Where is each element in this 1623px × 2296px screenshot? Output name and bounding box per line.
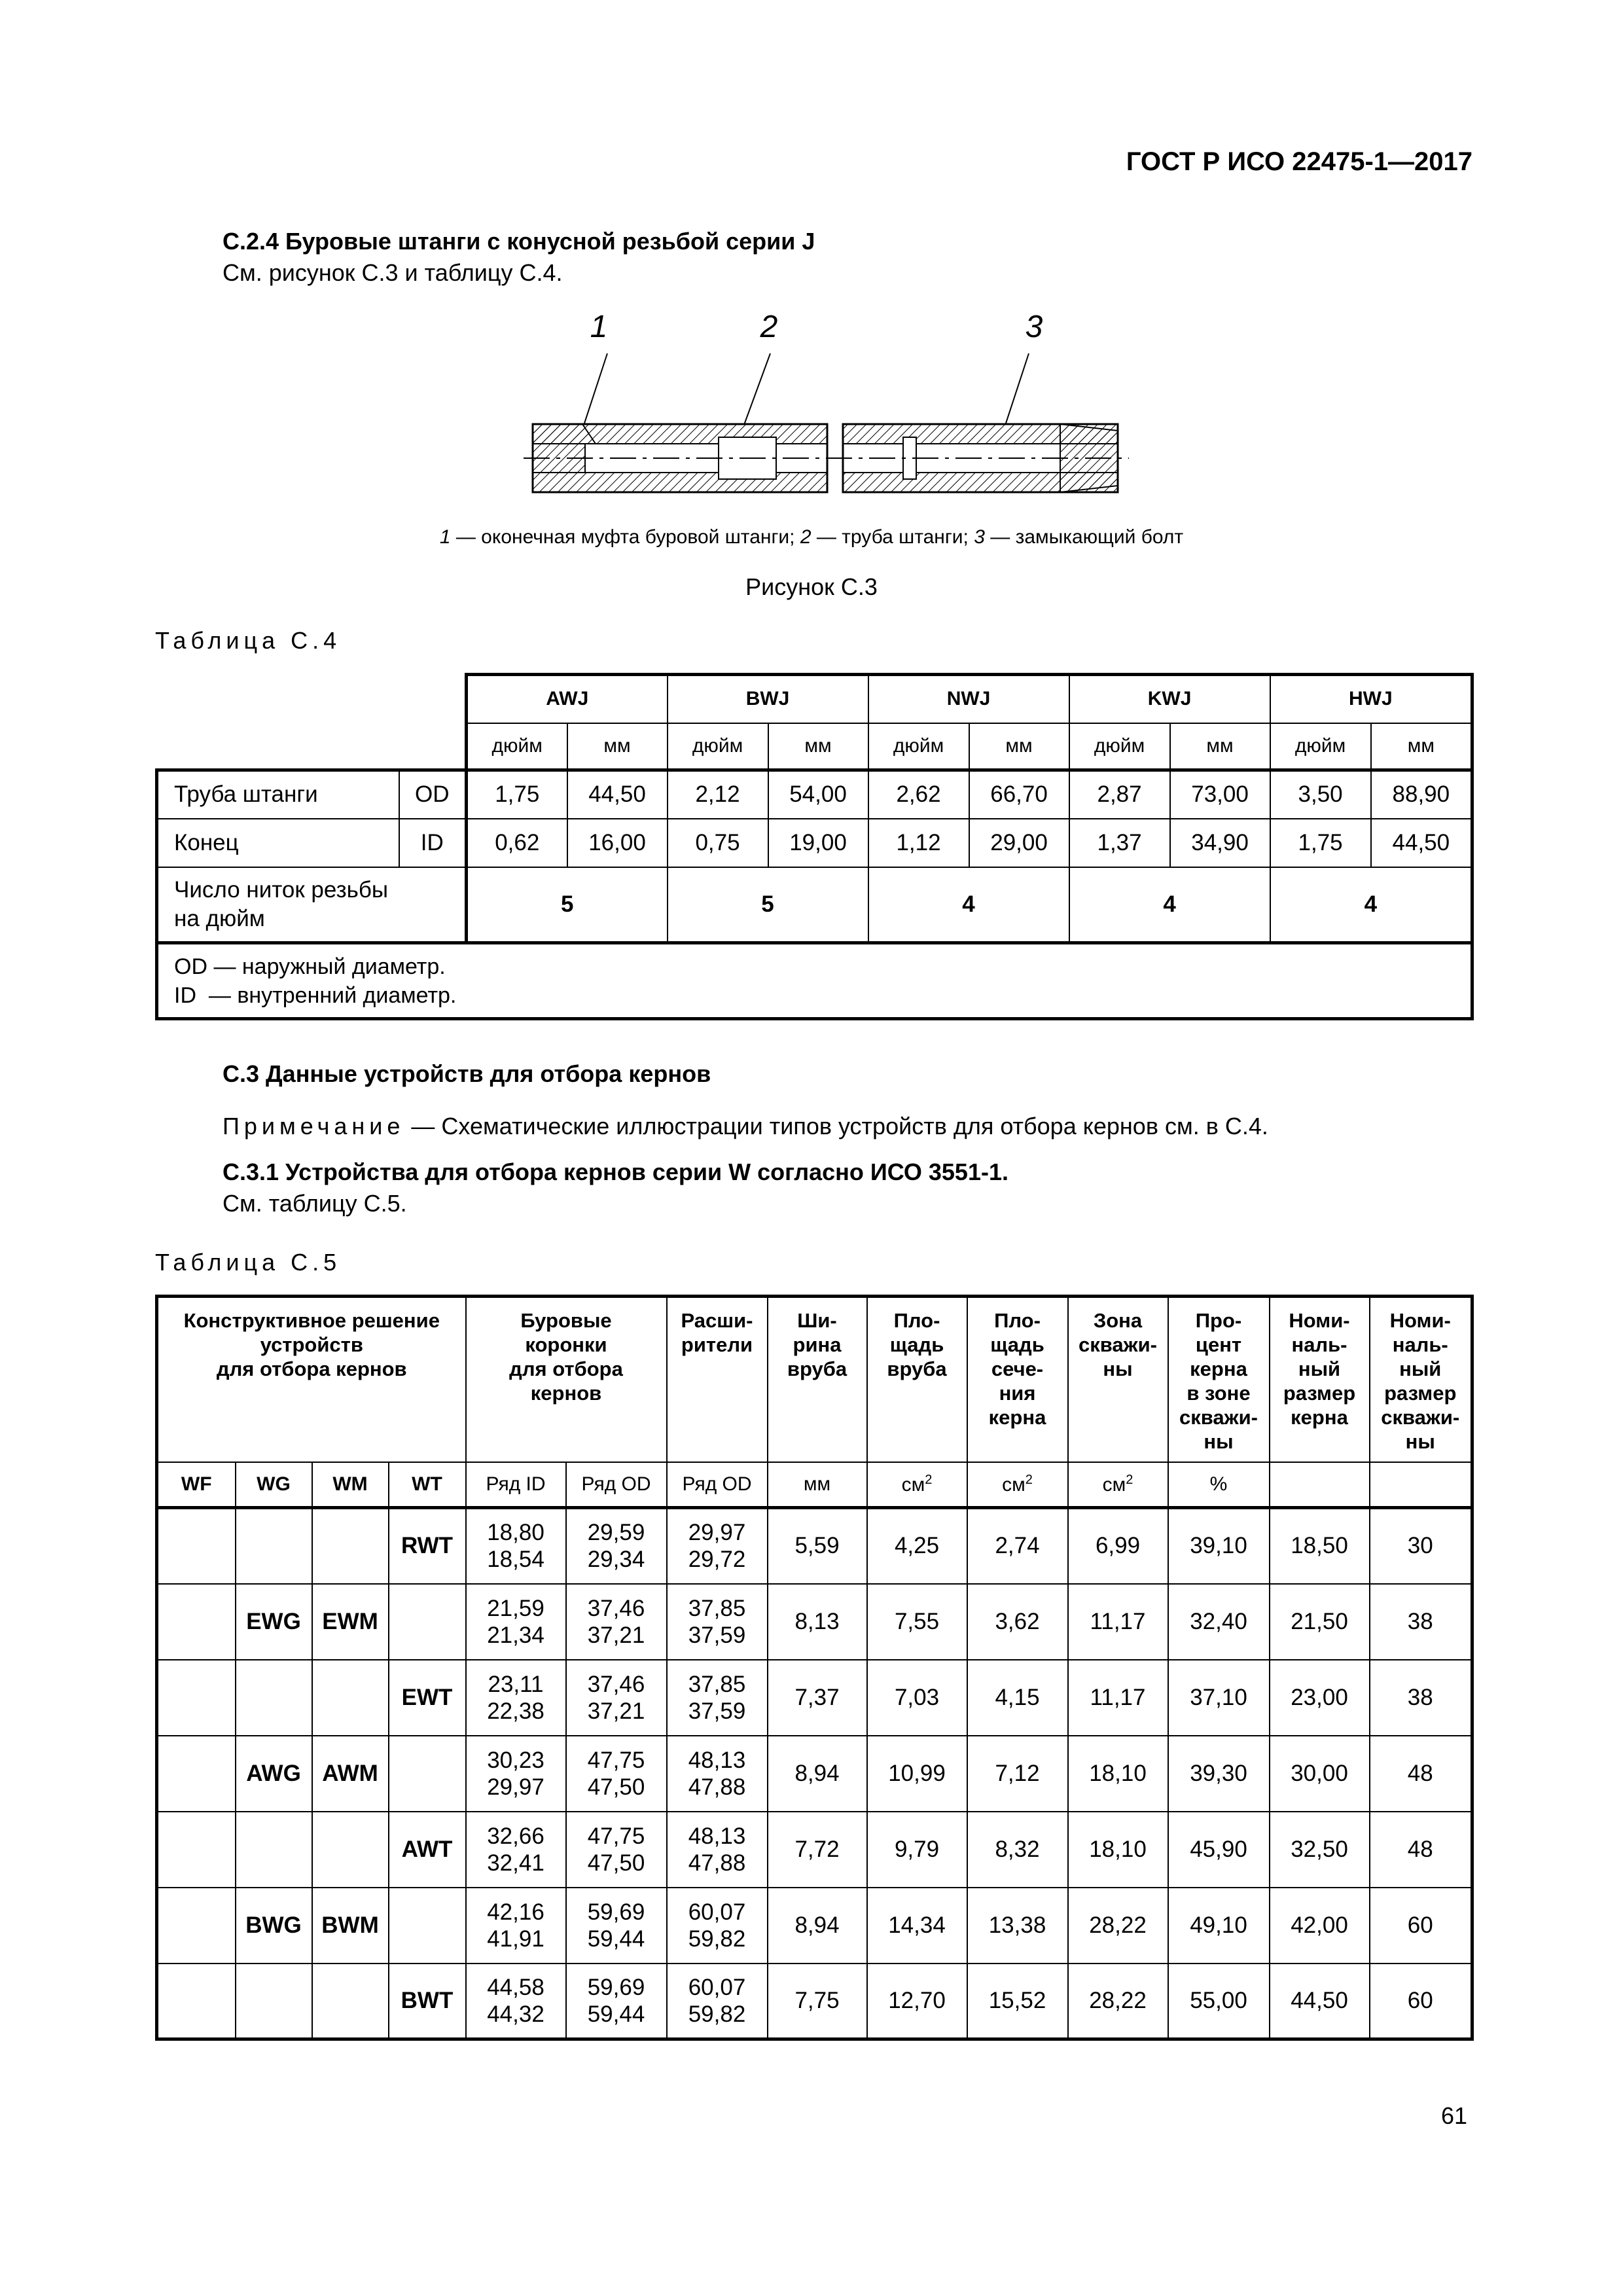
cell-wm: BWM bbox=[312, 1888, 389, 1964]
cell-wm bbox=[312, 1812, 389, 1888]
row-code: ID bbox=[399, 819, 467, 867]
cell-line: 37,21 bbox=[587, 1622, 645, 1648]
header-line: вруба bbox=[787, 1357, 847, 1380]
unit-mm: мм bbox=[567, 723, 668, 770]
cell-ka: 10,99 bbox=[867, 1736, 967, 1812]
figure-title: Рисунок С.3 bbox=[745, 573, 878, 600]
cell-pct: 39,10 bbox=[1168, 1508, 1270, 1584]
cell-wf bbox=[157, 1584, 236, 1660]
cell-ha: 18,10 bbox=[1068, 1812, 1168, 1888]
caption-num-2: 2 bbox=[800, 526, 812, 548]
cell: 5 bbox=[467, 867, 668, 943]
cell-od bbox=[566, 1660, 667, 1736]
header-hole-area bbox=[1068, 1297, 1168, 1462]
cell-hs: 38 bbox=[1370, 1584, 1472, 1660]
section-c3-note bbox=[223, 1113, 1268, 1140]
header-line: Зона bbox=[1093, 1309, 1143, 1332]
group-hwj: HWJ bbox=[1270, 675, 1472, 723]
unit-mm: мм bbox=[1371, 723, 1472, 770]
cell-ha: 28,22 bbox=[1068, 1964, 1168, 2039]
header-line: рители bbox=[681, 1333, 753, 1356]
cell-wf bbox=[157, 1888, 236, 1964]
cell-wg bbox=[236, 1812, 312, 1888]
header-core-area bbox=[967, 1297, 1068, 1462]
cell-line: 29,97 bbox=[487, 1774, 544, 1800]
header-line: ны bbox=[1204, 1430, 1234, 1453]
cell-pct: 49,10 bbox=[1168, 1888, 1270, 1964]
subheader: WG bbox=[236, 1462, 312, 1508]
cell-kw: 7,72 bbox=[768, 1812, 867, 1888]
row-name: Труба штанги bbox=[157, 770, 399, 819]
table-row bbox=[157, 1584, 1472, 1660]
cell-line: 48,13 bbox=[688, 1823, 746, 1849]
cell: 3,50 bbox=[1270, 770, 1371, 819]
cell: 54,00 bbox=[768, 770, 868, 819]
group-bwj: BWJ bbox=[668, 675, 868, 723]
subheader bbox=[1370, 1462, 1472, 1508]
header-line: Про- bbox=[1195, 1309, 1242, 1332]
header-line: ный bbox=[1399, 1357, 1442, 1380]
subheader: Ряд OD bbox=[667, 1462, 768, 1508]
group-awj: AWJ bbox=[467, 675, 668, 723]
cell-line: 37,85 bbox=[688, 1671, 746, 1697]
header-line: ный bbox=[1298, 1357, 1341, 1380]
table-c5-label: Таблица С.5 bbox=[155, 1249, 342, 1276]
subheader bbox=[967, 1462, 1068, 1508]
figure-label-1: 1 bbox=[590, 310, 608, 344]
cell: 88,90 bbox=[1371, 770, 1472, 819]
cell-id bbox=[466, 1584, 566, 1660]
cell-kw: 8,94 bbox=[768, 1888, 867, 1964]
cell-rod bbox=[667, 1736, 768, 1812]
cell-ca: 13,38 bbox=[967, 1888, 1068, 1964]
unit-sup: 2 bbox=[1126, 1472, 1133, 1487]
table-c5 bbox=[155, 1295, 1474, 2041]
header-line: в зоне bbox=[1186, 1382, 1251, 1405]
cell-wm bbox=[312, 1660, 389, 1736]
caption-text-3: — замыкающий болт bbox=[984, 526, 1184, 548]
cell-line: 41,91 bbox=[487, 1926, 544, 1952]
note-od: OD — наружный диаметр. bbox=[174, 954, 446, 979]
table-row bbox=[157, 770, 1472, 819]
cell-wt: RWT bbox=[389, 1508, 466, 1584]
cell: 44,50 bbox=[1371, 819, 1472, 867]
cell-line: 18,80 bbox=[487, 1520, 544, 1546]
cell-line: 32,41 bbox=[487, 1850, 544, 1876]
cell-ca: 3,62 bbox=[967, 1584, 1068, 1660]
cell-kw: 7,75 bbox=[768, 1964, 867, 2039]
cell-wf bbox=[157, 1964, 236, 2039]
cell-hs: 48 bbox=[1370, 1812, 1472, 1888]
subheader: % bbox=[1168, 1462, 1270, 1508]
cell-line: 60,07 bbox=[688, 1974, 746, 2000]
header-line: коронки bbox=[525, 1333, 607, 1356]
cell-cs: 18,50 bbox=[1270, 1508, 1370, 1584]
cell-line: 22,38 bbox=[487, 1698, 544, 1724]
row-code: OD bbox=[399, 770, 467, 819]
cell-wf bbox=[157, 1508, 236, 1584]
cell-rod bbox=[667, 1812, 768, 1888]
table-row bbox=[157, 819, 1472, 867]
cell-wg: BWG bbox=[236, 1888, 312, 1964]
header-line: цент bbox=[1195, 1333, 1242, 1356]
cell-line: 47,50 bbox=[587, 1774, 645, 1800]
subheader: Ряд ID bbox=[466, 1462, 566, 1508]
section-c24-title: С.2.4 Буровые штанги с конусной резьбой серии J bbox=[223, 228, 815, 255]
table-row bbox=[157, 1888, 1472, 1964]
cell-ka: 7,03 bbox=[867, 1660, 967, 1736]
cell-pct: 55,00 bbox=[1168, 1964, 1270, 2039]
header-line: ны bbox=[1103, 1357, 1133, 1380]
header-line: вруба bbox=[887, 1357, 947, 1380]
note-text: — Схематические иллюстрации типов устройств для отбора кернов см. в С.4. bbox=[404, 1113, 1268, 1139]
cell-wt bbox=[389, 1584, 466, 1660]
header-line: Конструктивное решение bbox=[183, 1309, 440, 1332]
cell-line: 37,85 bbox=[688, 1595, 746, 1621]
cell-hs: 60 bbox=[1370, 1888, 1472, 1964]
table-row bbox=[157, 1660, 1472, 1736]
unit-text: см bbox=[1002, 1473, 1026, 1496]
header-line: размер bbox=[1283, 1382, 1356, 1405]
cell-line: 59,44 bbox=[587, 2001, 645, 2027]
cell-ha: 6,99 bbox=[1068, 1508, 1168, 1584]
cell-line: 29,97 bbox=[688, 1520, 746, 1546]
header-core-size bbox=[1270, 1297, 1370, 1462]
cell-line: 59,44 bbox=[587, 1926, 645, 1952]
cell-od bbox=[566, 1584, 667, 1660]
cell-line: 29,59 bbox=[587, 1520, 645, 1546]
unit-inch: дюйм bbox=[467, 723, 567, 770]
header-line: Расши- bbox=[681, 1309, 753, 1332]
cell-rod bbox=[667, 1508, 768, 1584]
cell-ca: 2,74 bbox=[967, 1508, 1068, 1584]
row-name: Конец bbox=[157, 819, 399, 867]
cell: 2,62 bbox=[868, 770, 969, 819]
cell: 34,90 bbox=[1170, 819, 1270, 867]
cell-wg: EWG bbox=[236, 1584, 312, 1660]
subheader: WF bbox=[157, 1462, 236, 1508]
cell-line: 59,82 bbox=[688, 2001, 746, 2027]
cell-line: 30,23 bbox=[487, 1747, 544, 1773]
cell-wg: AWG bbox=[236, 1736, 312, 1812]
table-c4-label: Таблица С.4 bbox=[155, 627, 342, 654]
cell: 19,00 bbox=[768, 819, 868, 867]
group-kwj: KWJ bbox=[1069, 675, 1270, 723]
table-row bbox=[157, 867, 1472, 943]
cell-id bbox=[466, 1964, 566, 2039]
unit-mm: мм bbox=[768, 723, 868, 770]
cell: 1,12 bbox=[868, 819, 969, 867]
cell-wt: AWT bbox=[389, 1812, 466, 1888]
cell-rod bbox=[667, 1584, 768, 1660]
cell-line: 47,50 bbox=[587, 1850, 645, 1876]
cell: 29,00 bbox=[969, 819, 1069, 867]
cell-ca: 8,32 bbox=[967, 1812, 1068, 1888]
cell-line: 21,59 bbox=[487, 1595, 544, 1621]
cell-hs: 38 bbox=[1370, 1660, 1472, 1736]
cell-cs: 30,00 bbox=[1270, 1736, 1370, 1812]
unit-text: см bbox=[1102, 1473, 1126, 1496]
subheader bbox=[1270, 1462, 1370, 1508]
cell-wt: EWT bbox=[389, 1660, 466, 1736]
cell-cs: 44,50 bbox=[1270, 1964, 1370, 2039]
cell-line: 47,75 bbox=[587, 1747, 645, 1773]
table-c4 bbox=[155, 673, 1474, 1020]
cell-wm: AWM bbox=[312, 1736, 389, 1812]
header-line: для отбора bbox=[509, 1357, 623, 1380]
cell-id bbox=[466, 1508, 566, 1584]
figure-label-3: 3 bbox=[1025, 310, 1043, 344]
threads-label-line-2: на дюйм bbox=[174, 905, 265, 931]
header-line: керна bbox=[988, 1406, 1046, 1429]
cell-ca: 4,15 bbox=[967, 1660, 1068, 1736]
cell-wf bbox=[157, 1812, 236, 1888]
unit-inch: дюйм bbox=[1069, 723, 1170, 770]
cell-line: 37,59 bbox=[688, 1622, 746, 1648]
cell-hs: 30 bbox=[1370, 1508, 1472, 1584]
cell-ha: 11,17 bbox=[1068, 1660, 1168, 1736]
cell-line: 47,75 bbox=[587, 1823, 645, 1849]
cell-id bbox=[466, 1660, 566, 1736]
cell: 1,75 bbox=[1270, 819, 1371, 867]
unit-sup: 2 bbox=[1025, 1472, 1033, 1487]
cell-id bbox=[466, 1812, 566, 1888]
header-line: скважи- bbox=[1381, 1406, 1460, 1429]
cell-kw: 8,94 bbox=[768, 1736, 867, 1812]
unit-text: см bbox=[901, 1473, 925, 1496]
cell-cs: 32,50 bbox=[1270, 1812, 1370, 1888]
subheader bbox=[867, 1462, 967, 1508]
section-c3-title: С.3 Данные устройств для отбора кернов bbox=[223, 1060, 711, 1087]
header-reamers bbox=[667, 1297, 768, 1462]
cell-od bbox=[566, 1508, 667, 1584]
cell: 2,87 bbox=[1069, 770, 1170, 819]
section-c31-title: С.3.1 Устройства для отбора кернов серии W согласно ИСО 3551-1. bbox=[223, 1158, 1008, 1185]
unit-inch: дюйм bbox=[668, 723, 768, 770]
cell-line: 29,34 bbox=[587, 1547, 645, 1573]
cell-cs: 23,00 bbox=[1270, 1660, 1370, 1736]
cell-wf bbox=[157, 1660, 236, 1736]
note-id: ID — внутренний диаметр. bbox=[174, 982, 457, 1008]
header-line: Ши- bbox=[797, 1309, 837, 1332]
cell-line: 59,82 bbox=[688, 1926, 746, 1952]
cell-kw: 5,59 bbox=[768, 1508, 867, 1584]
header-line: ны bbox=[1405, 1430, 1435, 1453]
header-line: керна bbox=[1291, 1406, 1348, 1429]
group-nwj: NWJ bbox=[868, 675, 1069, 723]
cell-pct: 39,30 bbox=[1168, 1736, 1270, 1812]
cell-hs: 48 bbox=[1370, 1736, 1472, 1812]
subheader: WM bbox=[312, 1462, 389, 1508]
header-line: наль- bbox=[1291, 1333, 1347, 1356]
cell-od bbox=[566, 1964, 667, 2039]
cell-wm bbox=[312, 1508, 389, 1584]
cell-kw: 7,37 bbox=[768, 1660, 867, 1736]
cell: 0,62 bbox=[467, 819, 567, 867]
cell: 2,12 bbox=[668, 770, 768, 819]
header-design bbox=[157, 1297, 466, 1462]
cell-line: 23,11 bbox=[488, 1671, 544, 1697]
cell-line: 37,21 bbox=[587, 1698, 645, 1724]
cell-ka: 14,34 bbox=[867, 1888, 967, 1964]
threads-label bbox=[157, 867, 467, 943]
cell: 66,70 bbox=[969, 770, 1069, 819]
header-kerf-area bbox=[867, 1297, 967, 1462]
table-row bbox=[157, 1964, 1472, 2039]
cell-hs: 60 bbox=[1370, 1964, 1472, 2039]
cell-line: 37,59 bbox=[688, 1698, 746, 1724]
cell-id bbox=[466, 1736, 566, 1812]
header-line: скважи- bbox=[1179, 1406, 1258, 1429]
cell-line: 44,32 bbox=[487, 2001, 544, 2027]
cell-id bbox=[466, 1888, 566, 1964]
header-line: для отбора кернов bbox=[216, 1357, 407, 1380]
table-row bbox=[157, 1812, 1472, 1888]
cell-cs: 21,50 bbox=[1270, 1584, 1370, 1660]
header-line: сече- bbox=[991, 1357, 1044, 1380]
header-line: Пло- bbox=[893, 1309, 940, 1332]
header-line: размер bbox=[1384, 1382, 1457, 1405]
cell-wm: EWM bbox=[312, 1584, 389, 1660]
cell-line: 42,16 bbox=[487, 1899, 544, 1925]
cell: 5 bbox=[668, 867, 868, 943]
cell-pct: 37,10 bbox=[1168, 1660, 1270, 1736]
cell-line: 29,72 bbox=[688, 1547, 746, 1573]
cell: 1,75 bbox=[467, 770, 567, 819]
cell-line: 37,46 bbox=[587, 1595, 645, 1621]
page-number: 61 bbox=[1440, 2102, 1467, 2129]
cell: 44,50 bbox=[567, 770, 668, 819]
cell-ka: 9,79 bbox=[867, 1812, 967, 1888]
cell: 0,75 bbox=[668, 819, 768, 867]
header-hole-size bbox=[1370, 1297, 1472, 1462]
cell-line: 37,46 bbox=[587, 1671, 645, 1697]
cell-line: 59,69 bbox=[587, 1899, 645, 1925]
cell-line: 59,69 bbox=[587, 1974, 645, 2000]
table-row bbox=[157, 1508, 1472, 1584]
note-label: Примечание bbox=[223, 1113, 405, 1139]
figure-label-2: 2 bbox=[760, 310, 778, 344]
cell-od bbox=[566, 1812, 667, 1888]
header-bits bbox=[466, 1297, 667, 1462]
header-line: керна bbox=[1190, 1357, 1247, 1380]
cell-pct: 45,90 bbox=[1168, 1812, 1270, 1888]
cell-ka: 12,70 bbox=[867, 1964, 967, 2039]
header-line: щадь bbox=[889, 1333, 944, 1356]
cell: 16,00 bbox=[567, 819, 668, 867]
caption-num-1: 1 bbox=[439, 526, 451, 548]
cell-ka: 7,55 bbox=[867, 1584, 967, 1660]
header-line: рина bbox=[793, 1333, 842, 1356]
document-standard-number: ГОСТ Р ИСО 22475-1—2017 bbox=[1126, 147, 1472, 176]
section-c24-ref: См. рисунок С.3 и таблицу С.4. bbox=[223, 259, 563, 286]
drill-rod-figure bbox=[510, 308, 1132, 504]
section-c31-ref: См. таблицу С.5. bbox=[223, 1190, 407, 1217]
unit-sup: 2 bbox=[925, 1472, 933, 1487]
header-line: наль- bbox=[1392, 1333, 1448, 1356]
cell-wm bbox=[312, 1964, 389, 2039]
cell-od bbox=[566, 1888, 667, 1964]
caption-text-2: — труба штанги; bbox=[811, 526, 974, 548]
header-line: ния bbox=[999, 1382, 1036, 1405]
cell-wt: BWT bbox=[389, 1964, 466, 2039]
cell-wg bbox=[236, 1660, 312, 1736]
cell-wt bbox=[389, 1888, 466, 1964]
cell-wt bbox=[389, 1736, 466, 1812]
cell-pct: 32,40 bbox=[1168, 1584, 1270, 1660]
header-line: скважи- bbox=[1078, 1333, 1157, 1356]
cell-wg bbox=[236, 1508, 312, 1584]
cell: 73,00 bbox=[1170, 770, 1270, 819]
unit-mm: мм bbox=[1170, 723, 1270, 770]
table-row bbox=[157, 1736, 1472, 1812]
subheader: Ряд OD bbox=[566, 1462, 667, 1508]
cell-rod bbox=[667, 1964, 768, 2039]
cell-line: 21,34 bbox=[487, 1622, 544, 1648]
cell: 1,37 bbox=[1069, 819, 1170, 867]
header-line: Номи- bbox=[1289, 1309, 1350, 1332]
cell-line: 32,66 bbox=[487, 1823, 544, 1849]
cell-line: 47,88 bbox=[688, 1850, 746, 1876]
header-line: Буровые bbox=[520, 1309, 612, 1332]
header-core-percent bbox=[1168, 1297, 1270, 1462]
cell-ha: 18,10 bbox=[1068, 1736, 1168, 1812]
cell-rod bbox=[667, 1888, 768, 1964]
header-kerf-width bbox=[768, 1297, 867, 1462]
cell-line: 47,88 bbox=[688, 1774, 746, 1800]
table-notes bbox=[157, 943, 1472, 1019]
cell-wf bbox=[157, 1736, 236, 1812]
cell-ka: 4,25 bbox=[867, 1508, 967, 1584]
header-line: Номи- bbox=[1389, 1309, 1451, 1332]
cell: 4 bbox=[1069, 867, 1270, 943]
subheader: WT bbox=[389, 1462, 466, 1508]
header-line: Пло- bbox=[994, 1309, 1041, 1332]
cell-ha: 28,22 bbox=[1068, 1888, 1168, 1964]
cell-ha: 11,17 bbox=[1068, 1584, 1168, 1660]
cell: 4 bbox=[1270, 867, 1472, 943]
cell-wg bbox=[236, 1964, 312, 2039]
cell-cs: 42,00 bbox=[1270, 1888, 1370, 1964]
cell-line: 18,54 bbox=[487, 1547, 544, 1573]
subheader bbox=[1068, 1462, 1168, 1508]
cell: 4 bbox=[868, 867, 1069, 943]
caption-text-1: — оконечная муфта буровой штанги; bbox=[450, 526, 800, 548]
cell-line: 44,58 bbox=[487, 1974, 544, 2000]
threads-label-line-1: Число ниток резьбы bbox=[174, 876, 389, 903]
cell-od bbox=[566, 1736, 667, 1812]
header-line: кернов bbox=[530, 1382, 602, 1405]
cell-line: 60,07 bbox=[688, 1899, 746, 1925]
header-line: устройств bbox=[260, 1333, 363, 1356]
cell-ca: 7,12 bbox=[967, 1736, 1068, 1812]
cell-kw: 8,13 bbox=[768, 1584, 867, 1660]
subheader: мм bbox=[768, 1462, 867, 1508]
cell-ca: 15,52 bbox=[967, 1964, 1068, 2039]
unit-mm: мм bbox=[969, 723, 1069, 770]
figure-caption bbox=[0, 526, 1623, 548]
caption-num-3: 3 bbox=[974, 526, 985, 548]
cell-line: 48,13 bbox=[688, 1747, 746, 1773]
unit-inch: дюйм bbox=[1270, 723, 1371, 770]
unit-inch: дюйм bbox=[868, 723, 969, 770]
header-line: щадь bbox=[990, 1333, 1044, 1356]
cell-rod bbox=[667, 1660, 768, 1736]
